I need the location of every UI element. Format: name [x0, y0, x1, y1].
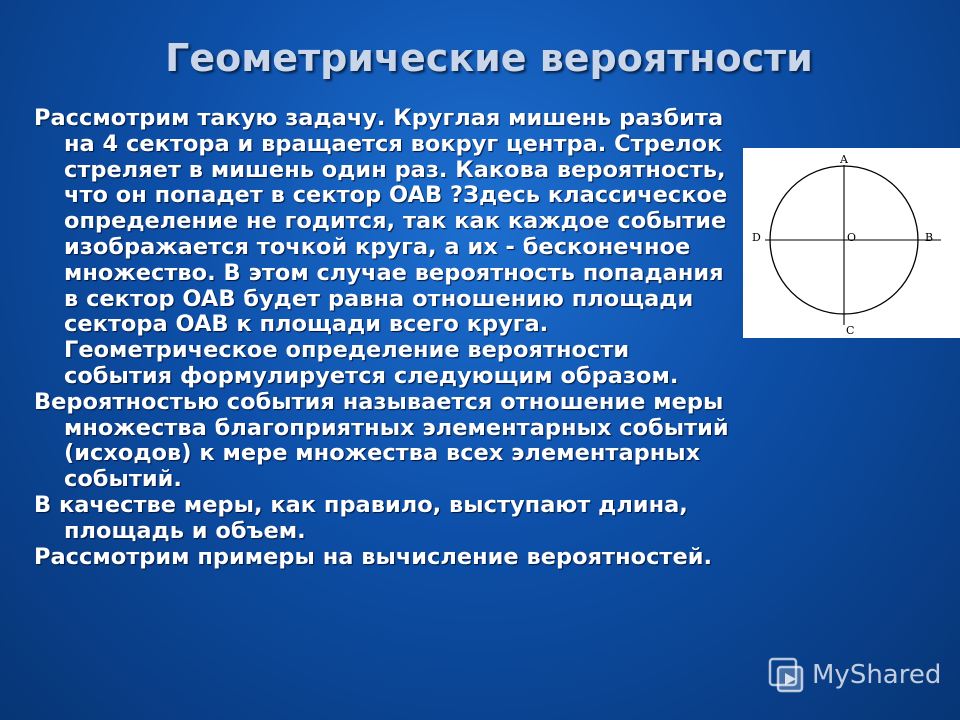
slide-title: Геометрические вероятности [165, 36, 813, 80]
paragraph-definition-intro: Геометрическое определение вероятности события формулируется следующим образом. [64, 337, 679, 389]
paragraph-examples: Рассмотрим примеры на вычисление вероятностей. [34, 543, 713, 570]
label-b: B [925, 231, 934, 244]
label-o: O [847, 231, 857, 244]
paragraph-problem: Рассмотрим такую задачу. Круглая мишень разбита на 4 сектора и вращается вокруг центра. Стрелок стреляет в мишень один раз. Какова вероятность, что он попадет в сектор OAB ?Здесь классическое определение не годится, так как каждое событие изображается точкой круга, а их - бесконечное множество. В этом случае вероятность попадания в сектор OAB будет равна отношению площади сектора OAB к площади всего круга. Геометрическое определение вероятности события формулируется следующим образом. Вероятностью события называется отношение меры множества благоприятных элементарных событий (исходов) к мере множества всех элементарных событий. В качестве меры, как правило, выступают длина, площадь и объем. Рассмотрим примеры на вычисление вероятностей. [34, 106, 734, 570]
circle-diagram [743, 148, 960, 338]
watermark [766, 655, 941, 695]
target-circle-figure [743, 148, 960, 338]
label-c: C [846, 324, 855, 337]
label-a: A [840, 153, 848, 166]
paragraph-measure: В качестве меры, как правило, выступают длина, площадь и объем. [34, 491, 688, 544]
watermark-text: MyShared [812, 660, 942, 690]
slide-body [34, 106, 734, 570]
myshared-logo-icon [766, 655, 806, 695]
paragraph-definition: Вероятностью события называется отношение меры множества благоприятных элементарных событий (исходов) к мере множества всех элементарных событий. [34, 388, 729, 493]
label-d: D [752, 231, 761, 244]
